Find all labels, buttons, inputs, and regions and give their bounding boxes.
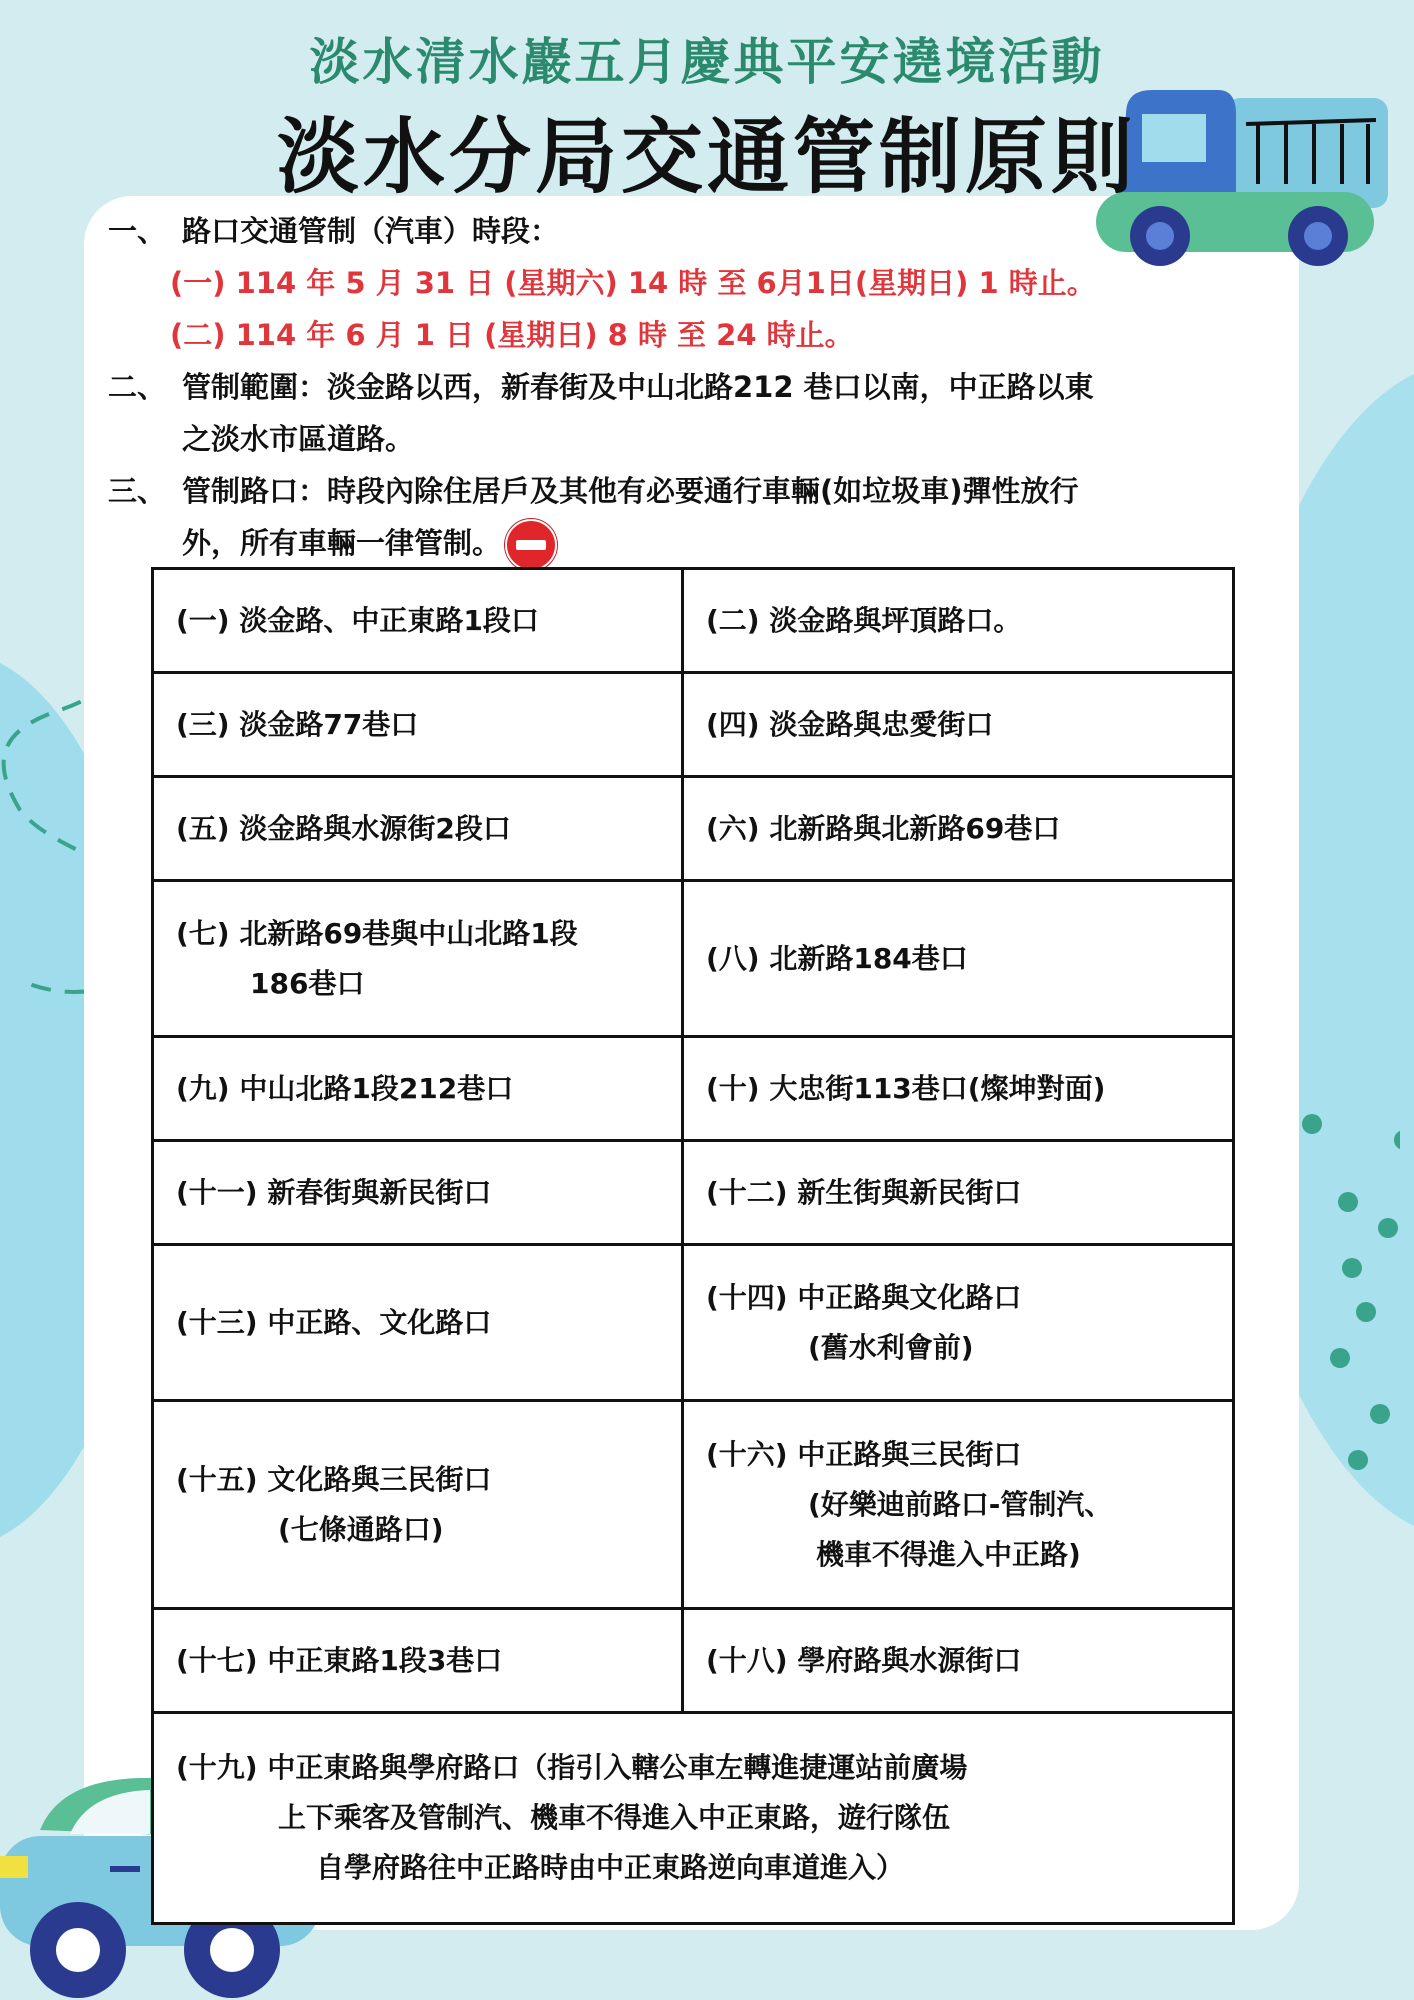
cell-line: (十四) 中正路與文化路口 bbox=[706, 1280, 1022, 1314]
table-cell: (六) 北新路與北新路69巷口 bbox=[683, 777, 1234, 881]
cell-line: 上下乘客及管制汽、機車不得進入中正東路，遊行隊伍 bbox=[278, 1801, 951, 1834]
section-2-line-2: 之淡水市區道路。 bbox=[182, 422, 415, 456]
table-cell: (五) 淡金路與水源街2段口 bbox=[153, 777, 683, 881]
section-3-line-1: 管制路口：時段內除住居戶及其他有必要通行車輛(如垃圾車)彈性放行 bbox=[182, 474, 1079, 508]
cell-line: (七) 北新路69巷與中山北路1段 bbox=[176, 916, 578, 950]
table-cell: (三) 淡金路77巷口 bbox=[153, 673, 683, 777]
table-row bbox=[153, 881, 1234, 1037]
table-cell: (十八) 學府路與水源街口 bbox=[683, 1609, 1234, 1713]
table-cell: (八) 北新路184巷口 bbox=[683, 881, 1234, 1037]
table-row bbox=[153, 777, 1234, 881]
table-cell: (十二) 新生街與新民街口 bbox=[683, 1141, 1234, 1245]
cell-line: 機車不得進入中正路) bbox=[816, 1537, 1081, 1571]
section-3-line-2-wrap bbox=[108, 517, 1079, 571]
section-1-heading: 路口交通管制（汽車）時段： bbox=[182, 214, 560, 248]
table-row bbox=[153, 1037, 1234, 1141]
table-cell: (一) 淡金路、中正東路1段口 bbox=[153, 569, 683, 673]
table-row bbox=[153, 1401, 1234, 1609]
intersection-table bbox=[151, 567, 1235, 1925]
section-2 bbox=[108, 361, 1094, 465]
page-title: 淡水分局交通管制原則 bbox=[276, 110, 1137, 205]
table-cell: (十七) 中正東路1段3巷口 bbox=[153, 1609, 683, 1713]
table-cell: (九) 中山北路1段212巷口 bbox=[153, 1037, 683, 1141]
cell-line: 自學府路往中正路時由中正東路逆向車道進入） bbox=[316, 1851, 905, 1884]
period-1: (一) 114 年 5 月 31 日 (星期六) 14 時 至 6月1日(星期日) 1 時止。 bbox=[170, 266, 1096, 300]
table-row bbox=[153, 569, 1234, 673]
event-title: 淡水清水巖五月慶典平安遶境活動 bbox=[309, 33, 1105, 91]
table-cell bbox=[153, 881, 683, 1037]
table-row bbox=[153, 1609, 1234, 1713]
cell-line: (十六) 中正路與三民街口 bbox=[706, 1437, 1022, 1471]
table-row bbox=[153, 1141, 1234, 1245]
section-2-number: 二、 bbox=[108, 370, 167, 404]
cell-line: (十五) 文化路與三民街口 bbox=[176, 1462, 492, 1496]
table-cell bbox=[153, 1401, 683, 1609]
green-dots-decoration bbox=[1300, 1110, 1400, 1490]
table-cell bbox=[153, 1713, 1234, 1924]
table-row bbox=[153, 1713, 1234, 1924]
cell-line: (好樂迪前路口-管制汽、 bbox=[808, 1487, 1113, 1521]
section-3 bbox=[108, 465, 1079, 571]
table-cell bbox=[683, 1245, 1234, 1401]
cell-line: (舊水利會前) bbox=[808, 1330, 974, 1364]
table-cell: (十三) 中正路、文化路口 bbox=[153, 1245, 683, 1401]
table-cell: (十) 大忠街113巷口(燦坤對面) bbox=[683, 1037, 1234, 1141]
section-3-line-2: 外，所有車輛一律管制。 bbox=[182, 526, 502, 560]
no-entry-icon bbox=[505, 519, 557, 571]
table-cell: (二) 淡金路與坪頂路口。 bbox=[683, 569, 1234, 673]
table-cell bbox=[683, 1401, 1234, 1609]
section-1 bbox=[108, 205, 559, 257]
cell-line: 186巷口 bbox=[250, 966, 365, 1000]
table-row bbox=[153, 1245, 1234, 1401]
section-3-number: 三、 bbox=[108, 474, 167, 508]
table-cell: (四) 淡金路與忠愛街口 bbox=[683, 673, 1234, 777]
cell-line: (七條通路口) bbox=[278, 1512, 444, 1546]
table-row bbox=[153, 673, 1234, 777]
cell-line: (十九) 中正東路與學府路口（指引入轄公車左轉進捷運站前廣場 bbox=[176, 1751, 968, 1784]
section-1-number: 一、 bbox=[108, 214, 167, 248]
section-2-line-1: 管制範圍：淡金路以西，新春街及中山北路212 巷口以南，中正路以東 bbox=[182, 370, 1094, 404]
period-2: (二) 114 年 6 月 1 日 (星期日) 8 時 至 24 時止。 bbox=[170, 318, 854, 352]
table-cell: (十一) 新春街與新民街口 bbox=[153, 1141, 683, 1245]
